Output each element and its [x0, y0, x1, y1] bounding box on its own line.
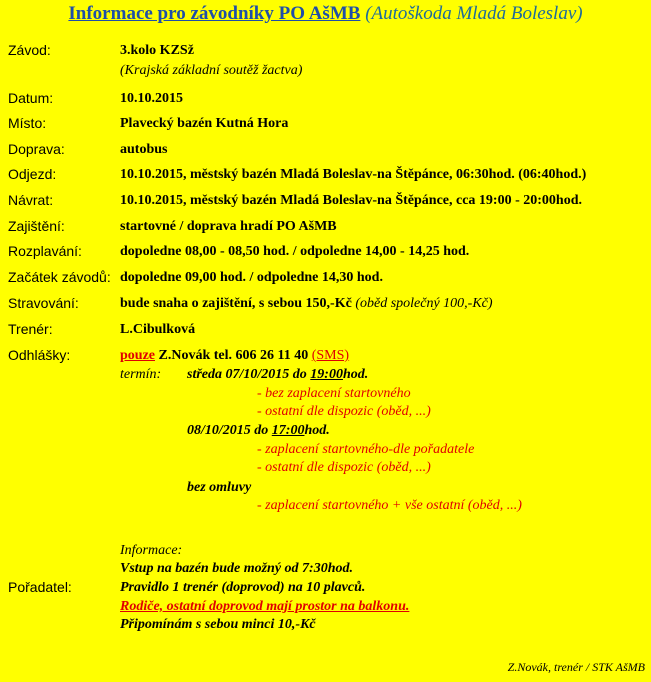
label-poradatel: Pořadatel:	[8, 579, 72, 595]
value-datum: 10.10.2015	[120, 91, 183, 106]
value-misto: Plavecký bazén Kutná Hora	[120, 116, 289, 131]
odhlasky-termin: termín:	[120, 367, 162, 382]
value-zacatek: dopoledne 09,00 hod. / odpoledne 14,30 hod.	[120, 270, 383, 285]
title-main: Informace pro závodníky PO AšMB	[68, 3, 361, 24]
odhlasky-contact: Z.Novák tel. 606 26 11 40	[158, 348, 309, 363]
label-trener: Trenér:	[8, 321, 53, 337]
value-trener: L.Cibulková	[120, 322, 196, 337]
value-zavod: 3.kolo KZSž	[120, 43, 194, 58]
odhlasky-deadline-2	[187, 422, 330, 440]
value-navrat: 10.10.2015, městský bazén Mladá Boleslav-na Štěpánce, cca 19:00 - 20:00hod.	[120, 193, 582, 208]
value-stravovani-note: (oběd společný 100,-Kč)	[355, 296, 493, 311]
label-navrat: Návrat:	[8, 192, 54, 208]
deadline-1-suffix: hod.	[342, 367, 369, 382]
value-zajisteni: startovné / doprava hradí PO AšMB	[120, 219, 337, 234]
value-zavod-sub: (Krajská základní soutěž žactva)	[120, 63, 303, 78]
odhlasky-contact-line	[120, 347, 349, 365]
info-heading: Informace:	[120, 543, 183, 558]
info-line: Pravidlo 1 trenér (doprovod) na 10 plavců.	[120, 580, 366, 595]
label-zacatek: Začátek závodů:	[8, 269, 111, 285]
value-stravovani: bude snaha o zajištění, s sebou 150,-Kč	[120, 296, 352, 311]
footer-signature: Z.Novák, trenér / STK AšMB	[507, 660, 645, 674]
deadline-3-item: - zaplacení startovného + vše ostatní (oběd, ...)	[257, 498, 522, 513]
label-odhlasky: Odhlášky:	[8, 347, 71, 363]
deadline-2-time: 17:00	[271, 423, 305, 438]
label-datum: Datum:	[8, 90, 54, 106]
title-subtitle: (Autoškoda Mladá Boleslav)	[365, 3, 583, 24]
deadline-1-item: - bez zaplacení startovného	[257, 386, 411, 401]
odhlasky-deadline-1	[187, 366, 368, 384]
value-stravovani-line	[120, 295, 493, 313]
deadline-2-item: - zaplacení startovného-dle pořadatele	[257, 442, 475, 457]
label-odjezd: Odjezd:	[8, 166, 57, 182]
deadline-2-prefix: 08/10/2015 do	[187, 423, 269, 438]
page-title	[0, 3, 651, 25]
value-doprava: autobus	[120, 142, 168, 157]
label-zajisteni: Zajištění:	[8, 218, 65, 234]
deadline-1-prefix: středa 07/10/2015 do	[187, 367, 307, 382]
label-stravovani: Stravování:	[8, 295, 79, 311]
deadline-1-item: - ostatní dle dispozic (oběd, ...)	[257, 404, 431, 419]
info-line-highlight: Rodiče, ostatní doprovod mají prostor na balkonu.	[120, 599, 410, 614]
value-odjezd: 10.10.2015, městský bazén Mladá Boleslav-na Štěpánce, 06:30hod. (06:40hod.)	[120, 167, 587, 182]
deadline-2-suffix: hod.	[304, 423, 330, 438]
deadline-2-item: - ostatní dle dispozic (oběd, ...)	[257, 460, 431, 475]
info-line: Vstup na bazén bude možný od 7:30hod.	[120, 561, 353, 576]
label-rozplavani: Rozplavání:	[8, 243, 82, 259]
info-line: Připomínám s sebou minci 10,-Kč	[120, 617, 316, 632]
value-rozplavani: dopoledne 08,00 - 08,50 hod. / odpoledne 14,00 - 14,25 hod.	[120, 244, 470, 259]
label-misto: Místo:	[8, 115, 47, 131]
deadline-1-time: 19:00	[310, 367, 343, 382]
label-zavod: Závod:	[8, 42, 51, 58]
label-doprava: Doprava:	[8, 141, 65, 157]
odhlasky-deadline-3: bez omluvy	[187, 480, 252, 495]
odhlasky-sms: (SMS)	[311, 348, 350, 363]
odhlasky-pouze: pouze	[120, 348, 155, 363]
